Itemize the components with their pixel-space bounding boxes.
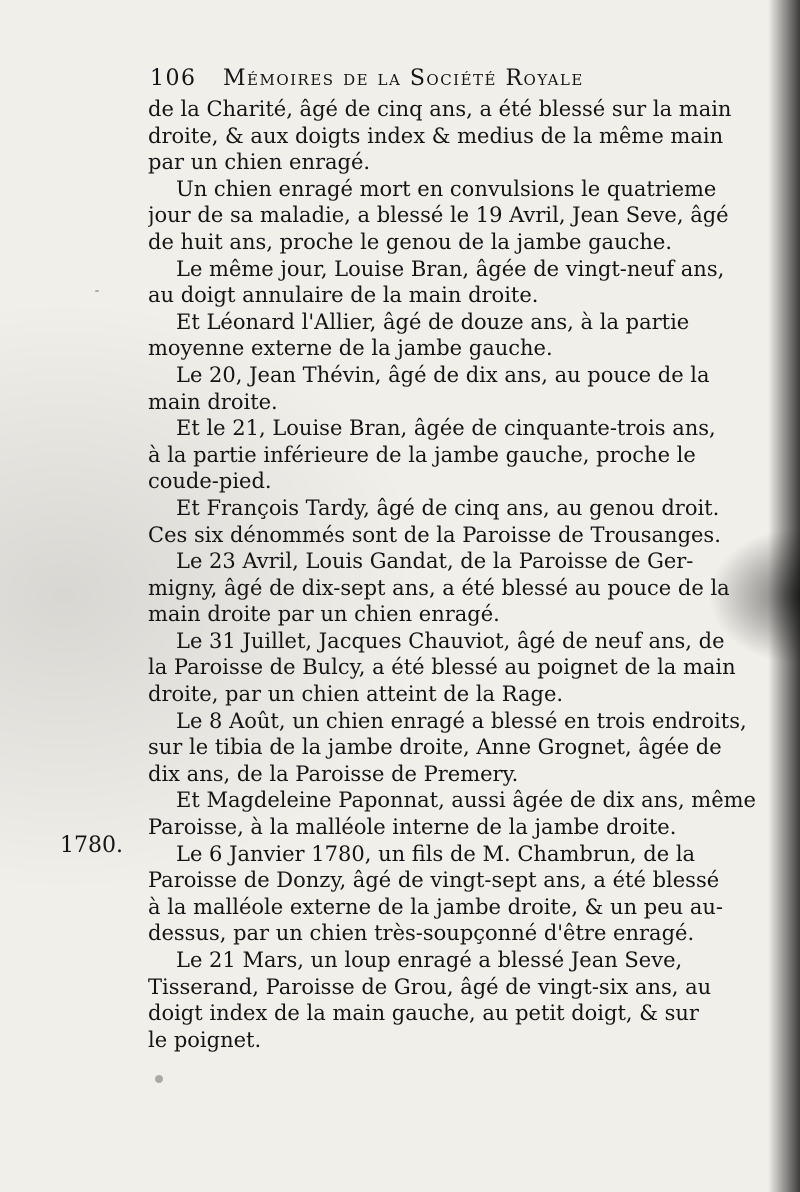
text-line: Le 31 Juillet, Jacques Chauviot, âgé de neuf ans, de bbox=[176, 628, 725, 653]
text-line: Et François Tardy, âgé de cinq ans, au genou droit. bbox=[176, 495, 720, 520]
paragraph bbox=[148, 415, 762, 495]
text-line: à la malléole externe de la jambe droite, & un peu au- bbox=[148, 894, 723, 919]
text-line: Le 8 Août, un chien enragé a blessé en trois endroits, bbox=[176, 708, 747, 733]
text-line: la Paroisse de Bulcy, a été blessé au poignet de la main bbox=[148, 655, 736, 680]
text-line: Ces six dénommés sont de la Paroisse de Trousanges. bbox=[148, 522, 721, 547]
text-line: main droite. bbox=[148, 389, 278, 414]
text-line: dix ans, de la Paroisse de Premery. bbox=[148, 761, 519, 786]
text-line: moyenne externe de la jambe gauche. bbox=[148, 336, 553, 361]
text-line: Tisserand, Paroisse de Grou, âgé de vingt-six ans, au bbox=[148, 974, 712, 999]
paper-speck bbox=[95, 290, 99, 292]
paragraph bbox=[148, 362, 762, 415]
running-title: Mémoires de la Société Royale bbox=[223, 66, 584, 91]
text-line: à la partie inférieure de la jambe gauche, proche le bbox=[148, 442, 696, 467]
page-number: 106 bbox=[150, 66, 197, 91]
text-line: de la Charité, âgé de cinq ans, a été blessé sur la main bbox=[148, 97, 732, 121]
margin-year-note: 1780. bbox=[60, 833, 123, 858]
paragraph bbox=[148, 628, 762, 708]
paragraph bbox=[148, 787, 762, 840]
text-line: main droite par un chien enragé. bbox=[148, 602, 500, 627]
text-line: coude-pied. bbox=[148, 469, 272, 494]
paragraph bbox=[148, 96, 762, 176]
text-line: Et le 21, Louise Bran, âgée de cinquante-trois ans, bbox=[176, 416, 716, 441]
text-line: dessus, par un chien très-soupçonné d'être enragé. bbox=[148, 921, 695, 946]
page-edge-shadow bbox=[768, 0, 800, 1192]
text-line: Le 20, Jean Thévin, âgé de dix ans, au pouce de la bbox=[176, 362, 710, 387]
text-line: Paroisse, à la malléole interne de la jambe droite. bbox=[148, 815, 677, 840]
text-line: jour de sa maladie, a blessé le 19 Avril, Jean Seve, âgé bbox=[148, 203, 729, 228]
text-line: Paroisse de Donzy, âgé de vingt-sept ans, a été blessé bbox=[148, 868, 720, 893]
text-line: migny, âgé de dix-sept ans, a été blessé au pouce de la bbox=[148, 575, 730, 600]
text-line: droite, & aux doigts index & medius de la même main bbox=[148, 123, 724, 148]
text-line: par un chien enragé. bbox=[148, 150, 371, 175]
text-line: le poignet. bbox=[148, 1027, 262, 1052]
paper-speck bbox=[155, 1075, 163, 1083]
text-line: Et Magdeleine Paponnat, aussi âgée de dix ans, même bbox=[176, 788, 756, 813]
paragraph bbox=[148, 708, 762, 788]
body-text bbox=[148, 96, 762, 1053]
paragraph bbox=[148, 176, 762, 256]
text-line: Le 6 Janvier 1780, un fils de M. Chambrun, de la bbox=[176, 841, 696, 866]
paragraph bbox=[148, 495, 762, 548]
paragraph bbox=[148, 548, 762, 628]
paragraph bbox=[148, 309, 762, 362]
paragraph bbox=[148, 947, 762, 1053]
paragraph bbox=[148, 256, 762, 309]
text-line: Et Léonard l'Allier, âgé de douze ans, à la partie bbox=[176, 309, 690, 334]
text-line: droite, par un chien atteint de la Rage. bbox=[148, 682, 564, 707]
text-line: sur le tibia de la jambe droite, Anne Grognet, âgée de bbox=[148, 735, 722, 760]
running-head bbox=[150, 64, 710, 94]
paragraph bbox=[148, 841, 762, 947]
text-line: Le même jour, Louise Bran, âgée de vingt-neuf ans, bbox=[176, 256, 725, 281]
text-line: doigt index de la main gauche, au petit doigt, & sur bbox=[148, 1001, 699, 1026]
text-line: de huit ans, proche le genou de la jambe gauche. bbox=[148, 229, 672, 254]
text-line: au doigt annulaire de la main droite. bbox=[148, 283, 539, 308]
text-line: Un chien enragé mort en convulsions le quatrieme bbox=[176, 176, 717, 201]
text-line: Le 23 Avril, Louis Gandat, de la Paroisse de Ger- bbox=[176, 549, 694, 574]
text-line: Le 21 Mars, un loup enragé a blessé Jean Seve, bbox=[176, 948, 683, 972]
